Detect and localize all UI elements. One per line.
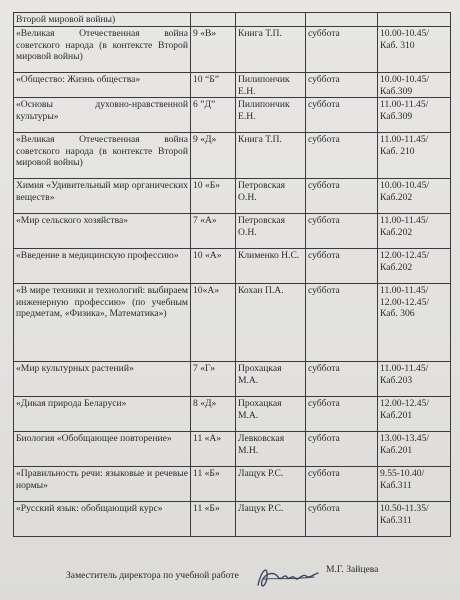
course-name-cell: Биология «Обобщающее повторение» [14, 432, 191, 467]
grade-cell: 7 «Г» [191, 362, 236, 397]
table-row [14, 27, 451, 73]
time-cell: 11.00-11.45/ Каб.309 [378, 98, 451, 133]
day-cell: суббота [306, 73, 378, 98]
course-name-cell: «Общество: Жизнь общества» [14, 73, 191, 98]
day-cell: суббота [306, 502, 378, 537]
table-row [14, 467, 451, 502]
signature-block [40, 563, 440, 591]
teacher-cell: Лащук Р.С. [236, 467, 306, 502]
course-name-cell: «Мир сельского хозяйства» [14, 214, 191, 249]
course-name-cell: «Великая Отечественная война советского народа (в контексте Второй мировой войны) [14, 133, 191, 179]
time-cell: 12.00-12.45/ Каб.201 [378, 397, 451, 432]
table-row [14, 133, 451, 179]
table-row-continuation [14, 13, 451, 27]
day-cell: суббота [306, 179, 378, 214]
day-cell: суббота [306, 98, 378, 133]
teacher-cell: Книга Т.П. [236, 27, 306, 73]
time-cell: 12.00-12.45/ Каб.202 [378, 249, 451, 284]
time-cell [378, 13, 451, 27]
table-row [14, 214, 451, 249]
table-row [14, 98, 451, 133]
grade-cell: 10 “Б” [191, 73, 236, 98]
grade-cell: 9 «В» [191, 27, 236, 73]
course-name-cell: Химия «Удивительный мир органических веществ» [14, 179, 191, 214]
teacher-cell: Лащук Р.С. [236, 502, 306, 537]
signature-name: М.Г. Зайцева [326, 564, 379, 575]
day-cell: суббота [306, 249, 378, 284]
teacher-cell [236, 13, 306, 27]
table-row [14, 73, 451, 98]
grade-cell: 10«А» [191, 284, 236, 362]
course-name-cell: «Дикая природа Беларуси» [14, 397, 191, 432]
teacher-cell: Кохан П.А. [236, 284, 306, 362]
handwritten-signature [254, 563, 324, 591]
time-cell: 11.00-11.45/ Каб.203 [378, 362, 451, 397]
day-cell: суббота [306, 362, 378, 397]
course-name-cell: «Введение в медицинскую профессию» [14, 249, 191, 284]
table-row [14, 179, 451, 214]
grade-cell: 10 «А» [191, 249, 236, 284]
course-name-cell: «Мир культурных растений» [14, 362, 191, 397]
time-cell: 10.00-10.45/ Каб.202 [378, 179, 451, 214]
day-cell: суббота [306, 467, 378, 502]
table-row [14, 432, 451, 467]
teacher-cell: Прохацкая М.А. [236, 397, 306, 432]
table-row [14, 502, 451, 537]
course-name-cell: «Основы духовно-нравственной культуры» [14, 98, 191, 133]
course-name-cell: «Русский язык: обобщающий курс» [14, 502, 191, 537]
course-name-cell: «Великая Отечественная война советского народа (в контексте Второй мировой войны) [14, 27, 191, 73]
table-row [14, 362, 451, 397]
course-name-cell: «В мире техники и технологий: выбираем инженерную профессию» (по учебным предметам, «Физика», Математика») [14, 284, 191, 362]
schedule-table [13, 12, 451, 537]
day-cell: суббота [306, 214, 378, 249]
time-cell: 11.00-11.45/ 12.00-12.45/ Каб. 306 [378, 284, 451, 362]
grade-cell: 9 «Д» [191, 133, 236, 179]
teacher-cell: Левковская М.Н. [236, 432, 306, 467]
time-cell: 9.55-10.40/ Каб.311 [378, 467, 451, 502]
grade-cell: 7 «А» [191, 214, 236, 249]
grade-cell: 11 «А» [191, 432, 236, 467]
teacher-cell: Петровская О.Н. [236, 214, 306, 249]
teacher-cell: Прохацкая М.А. [236, 362, 306, 397]
teacher-cell: Клименко Н.С. [236, 249, 306, 284]
teacher-cell: Петровская О.Н. [236, 179, 306, 214]
day-cell: суббота [306, 284, 378, 362]
teacher-cell: Пилипончик Е.Н. [236, 98, 306, 133]
table-row [14, 284, 451, 362]
day-cell: суббота [306, 133, 378, 179]
course-name-cell: «Правильность речи: языковые и речевые нормы» [14, 467, 191, 502]
table-row [14, 249, 451, 284]
grade-cell [191, 13, 236, 27]
day-cell: суббота [306, 432, 378, 467]
course-name-cell: Второй мировой войны) [14, 13, 191, 27]
grade-cell: 6 ”Д” [191, 98, 236, 133]
grade-cell: 11 «Б» [191, 467, 236, 502]
time-cell: 13.00-13.45/ Каб.201 [378, 432, 451, 467]
grade-cell: 8 «Д» [191, 397, 236, 432]
teacher-cell: Книга Т.П. [236, 133, 306, 179]
day-cell [306, 13, 378, 27]
day-cell: суббота [306, 397, 378, 432]
time-cell: 11.00-11.45/ Каб. 210 [378, 133, 451, 179]
time-cell: 10.00-10.45/ Каб.309 [378, 73, 451, 98]
grade-cell: 10 «Б» [191, 179, 236, 214]
grade-cell: 11 «Б» [191, 502, 236, 537]
teacher-cell: Пилипончик Е.Н. [236, 73, 306, 98]
time-cell: 10.00-10.45/ Каб. 310 [378, 27, 451, 73]
time-cell: 10.50-11.35/ Каб.311 [378, 502, 451, 537]
day-cell: суббота [306, 27, 378, 73]
table-row [14, 397, 451, 432]
time-cell: 11.00-11.45/ Каб.202 [378, 214, 451, 249]
schedule-body [14, 13, 451, 537]
signature-title: Заместитель директора по учебной работе [66, 570, 239, 581]
